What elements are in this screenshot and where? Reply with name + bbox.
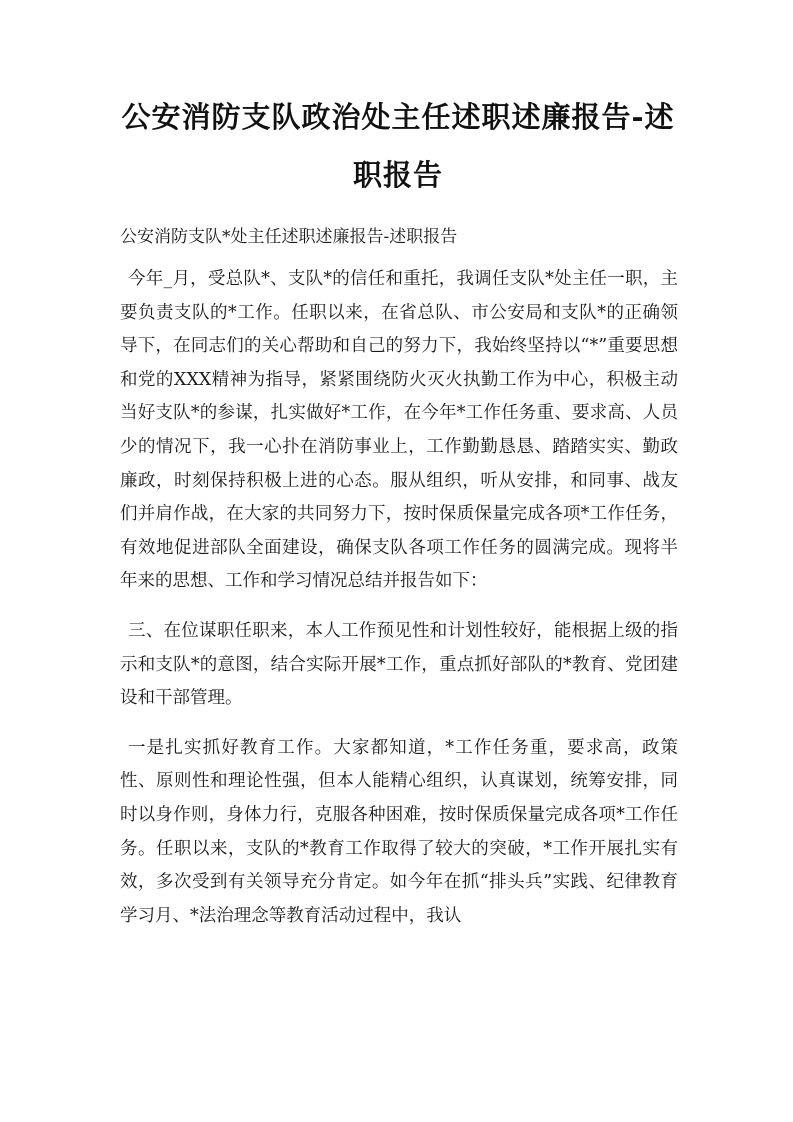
document-body [120,263,678,949]
document-title: 公安消防支队政治处主任述职述廉报告-述职报告 [121,100,675,192]
paragraph-education: 一是扎实抓好教育工作。大家都知道，*工作任务重，要求高，政策性、原则性和理论性强，但本人能精心组织，认真谋划，统筹安排，同时以身作则，身体力行，克服各种困难，按时保质保量完成各项*工作任务。任职以来，支队的*教育工作取得了较大的突破，*工作开展扎实有效，多次受到有关领导充分肯定。如今年在抓“排头兵”实践、纪律教育学习月、*法治理念等教育活动过程中，我认 [120,737,678,926]
document-subtitle: 公安消防支队*处主任述职述廉报告-述职报告 [120,227,458,247]
paragraph-intro: 今年_月，受总队*、支队*的信任和重托，我调任支队*处主任一职，主要负责支队的*工作。任职以来，在省总队、市公安局和支队*的正确领导下，在同志们的关心帮助和自己的努力下，我始终坚持以“*”重要思想和党的XXX精神为指导，紧紧围绕防火灭火执勤工作为中心，积极主动当好支队*的参谋，扎实做好*工作，在今年*工作任务重、要求高、人员少的情况下，我一心扑在消防事业上，工作勤勤恳恳、踏踏实实、勤政廉政，时刻保持积极上进的心态。服从组织，听从安排，和同事、战友们并肩作战，在大家的共同努力下，按时保质保量完成各项*工作任务，有效地促进部队全面建设，确保支队各项工作任务的圆满完成。现将半年来的思想、工作和学习情况总结并报告如下： [120,269,678,592]
paragraph-section-three: 三、在位谋职任职来，本人工作预见性和计划性较好，能根据上级的指示和支队*的意图，结合实际开展*工作，重点抓好部队的*教育、党团建设和干部管理。 [120,620,678,709]
